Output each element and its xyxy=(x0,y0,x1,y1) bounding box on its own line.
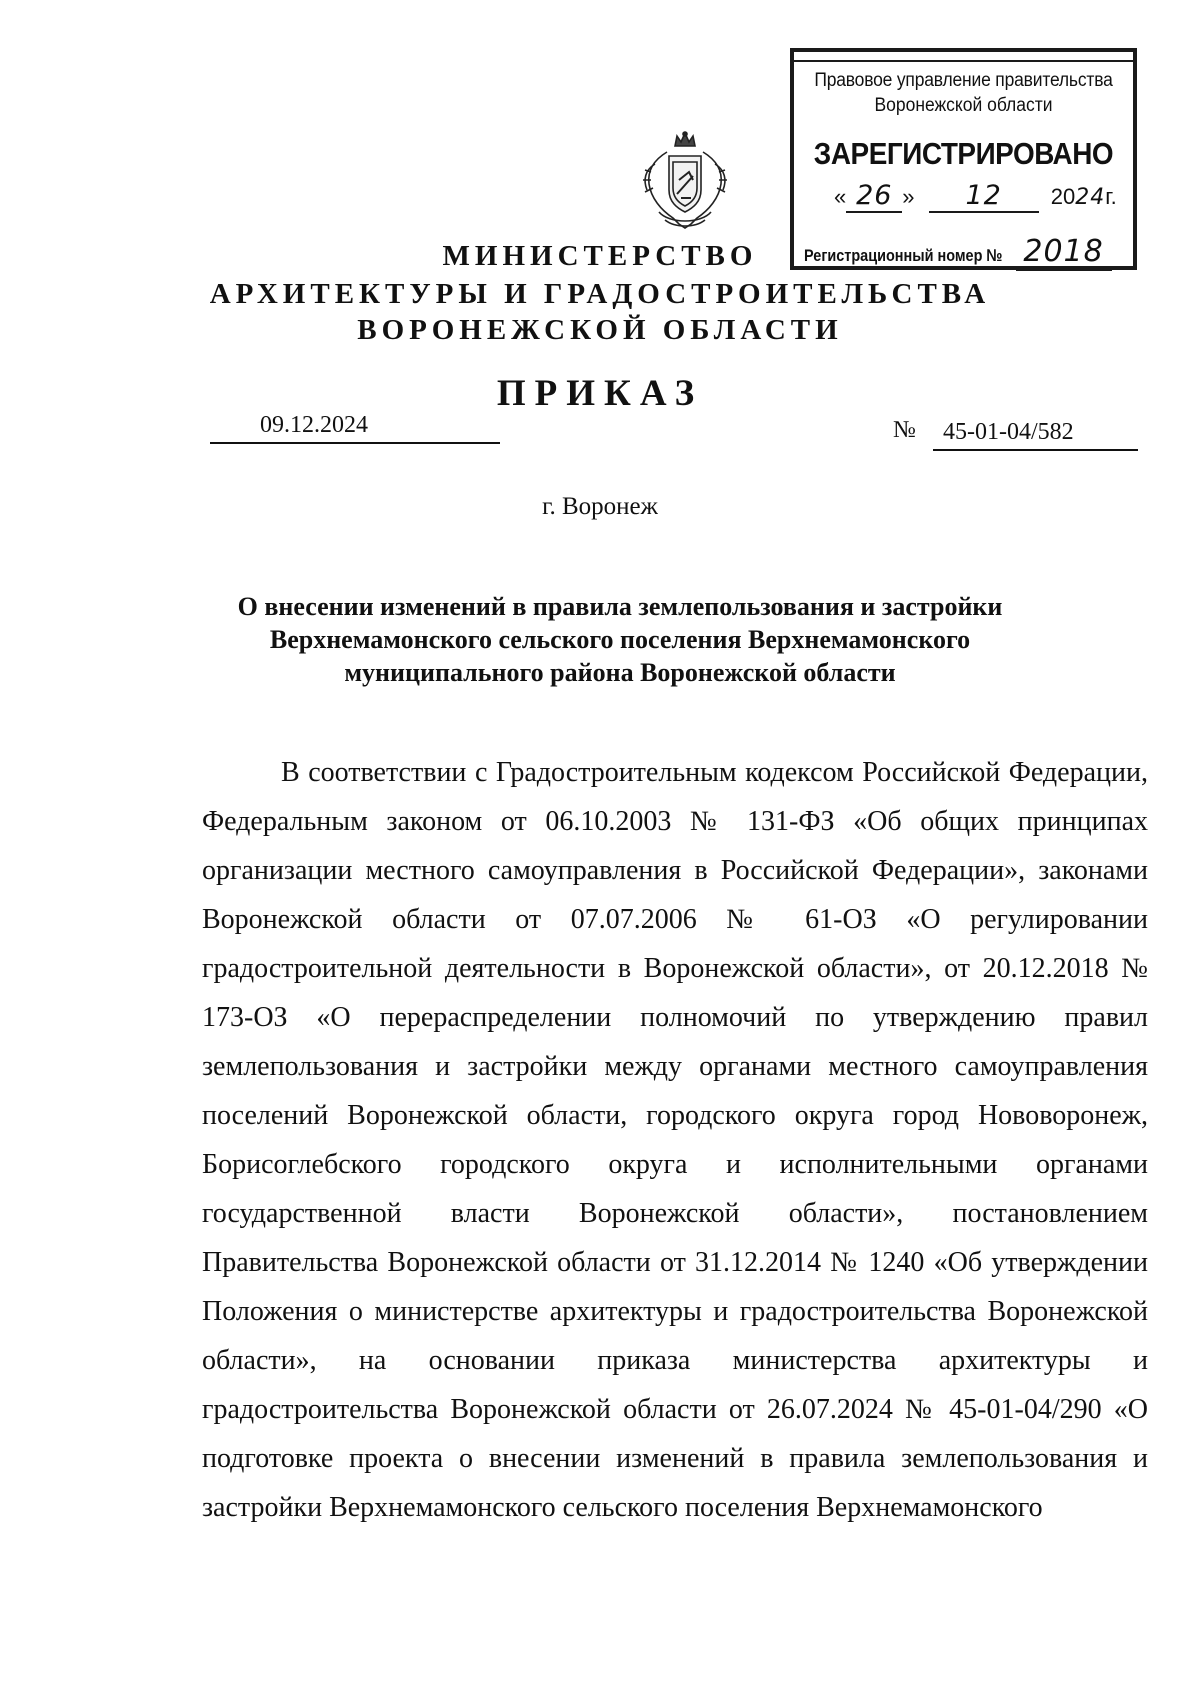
org-name-line2: АРХИТЕКТУРЫ И ГРАДОСТРОИТЕЛЬСТВА xyxy=(209,278,991,310)
stamp-authority-line1: Правовое управление правительства xyxy=(814,70,1113,91)
stamp-year-unit: г. xyxy=(1105,184,1117,209)
org-name-line1: МИНИСТЕРСТВО xyxy=(442,240,758,272)
stamp-number-line xyxy=(804,234,1112,271)
document-number: 45-01-04/582 xyxy=(933,417,1138,451)
document-date: 09.12.2024 xyxy=(210,410,500,444)
stamp-reg-label: Регистрационный номер № xyxy=(804,246,1003,265)
stamp-quote-close: » xyxy=(902,184,915,209)
registration-stamp xyxy=(790,48,1137,270)
document-type: ПРИКАЗ xyxy=(496,373,704,414)
document-city: г. Воронеж xyxy=(542,493,658,520)
stamp-status: ЗАРЕГИСТРИРОВАНО xyxy=(813,136,1114,171)
document-body-paragraph: В соответствии с Градостроительным кодексом Российской Федерации, Федеральным законом от 06.10.2003 № 131-ФЗ «Об общих принципах организации местного самоуправления в Российской Федерации», законами Воронежской области от 07.07.2006 № 61-ОЗ «О регулировании градостроительной деятельности в Воронежской области», от 20.12.2018 № 173-ОЗ «О перераспределении полномочий по утверждению правил землепользования и застройки между органами местного самоуправления поселений Воронежской области, городского округа город Нововоронеж, Борисоглебского городского округа и исполнительными органами государственной власти Воронежской области», постановлением Правительства Воронежской области от 31.12.2014 № 1240 «Об утверждении Положения о министерстве архитектуры и градостроительства Воронежской области», на основании приказа министерства архитектуры и градостроительства Воронежской области от 26.07.2024 № 45-01-04/290 «О подготовке проекта о внесении изменений в правила землепользования и застройки Верхнемамонского сельского поселения Верхнемамонского xyxy=(202,757,1148,1523)
stamp-day: 26 xyxy=(846,180,902,213)
number-sign: № xyxy=(893,417,916,443)
stamp-year-prefix: 20 xyxy=(1050,184,1076,209)
org-name-line3: ВОРОНЕЖСКОЙ ОБЛАСТИ xyxy=(357,314,843,346)
stamp-quote-open: « xyxy=(834,184,847,209)
stamp-reg-number: 2018 xyxy=(1016,234,1112,271)
stamp-year-suffix: 24 xyxy=(1075,185,1106,210)
stamp-month: 12 xyxy=(929,180,1039,213)
coat-of-arms-icon xyxy=(635,128,735,238)
stamp-authority-line2: Воронежской области xyxy=(874,95,1053,116)
document-title: О внесении изменений в правила землепользования и застройки Верхнемамонского сельского поселения Верхнемамонского муниципального района Воронежской области xyxy=(237,592,1003,687)
stamp-date-line xyxy=(834,180,1117,213)
